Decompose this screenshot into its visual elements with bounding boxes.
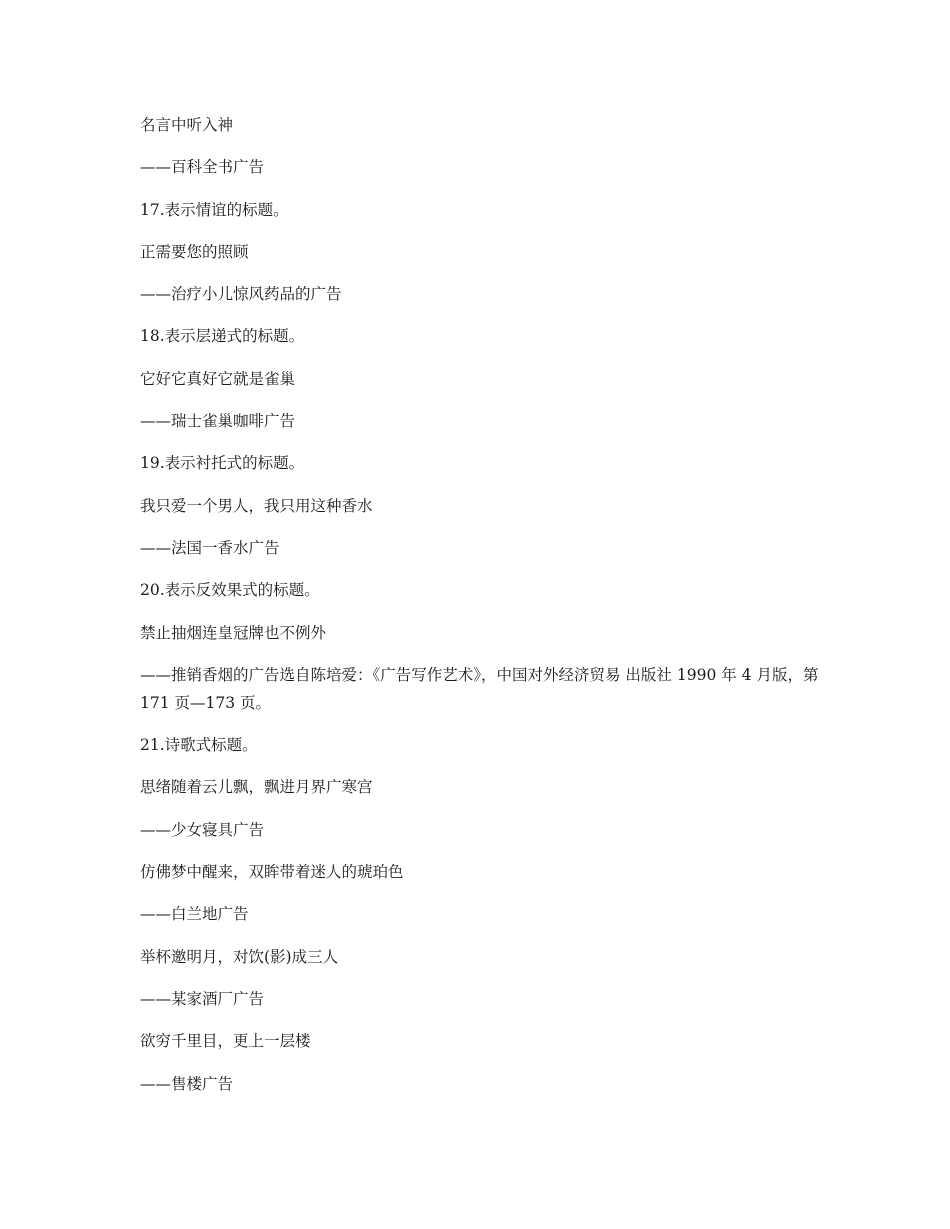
quote-line: 它好它真好它就是雀巢	[140, 369, 296, 388]
section-heading: 18.表示层递式的标题。	[140, 327, 305, 346]
section-heading: 21.诗歌式标题。	[140, 736, 258, 755]
quote-line: 名言中听入神	[140, 116, 234, 134]
section-heading: 20.表示反效果式的标题。	[140, 581, 320, 600]
quote-line: 思绪随着云儿飘，飘进月界广寒宫	[140, 778, 373, 797]
quote-line: 我只爱一个男人，我只用这种香水	[140, 496, 373, 515]
attribution-line: ——瑞士雀巢咖啡广告	[140, 412, 296, 431]
quote-line: 禁止抽烟连皇冠牌也不例外	[140, 623, 327, 642]
attribution-line: ——推销香烟的广告选自陈培爱：《广告写作艺术》，中国对外经济贸易 出版社 1990 年 4 月版，第 171 页—173 页。	[140, 665, 819, 712]
attribution-line: ——少女寝具广告	[140, 820, 265, 839]
attribution-line: ——白兰地广告	[140, 905, 249, 924]
attribution-line: ——百科全书广告	[140, 158, 265, 177]
attribution-line: ——某家酒厂广告	[140, 989, 265, 1008]
document-page	[140, 111, 820, 1112]
quote-line: 欲穷千里目，更上一层楼	[140, 1032, 311, 1051]
section-heading: 17.表示情谊的标题。	[140, 200, 289, 219]
attribution-line: ——法国一香水广告	[140, 538, 280, 557]
attribution-line: ——治疗小儿惊风药品的广告	[140, 285, 342, 304]
section-heading: 19.表示衬托式的标题。	[140, 454, 305, 473]
quote-line: 正需要您的照顾	[140, 242, 249, 261]
quote-line: 举杯邀明月，对饮(影)成三人	[140, 947, 339, 966]
quote-line: 仿佛梦中醒来，双眸带着迷人的琥珀色	[140, 863, 404, 882]
attribution-line: ——售楼广告	[140, 1074, 234, 1093]
